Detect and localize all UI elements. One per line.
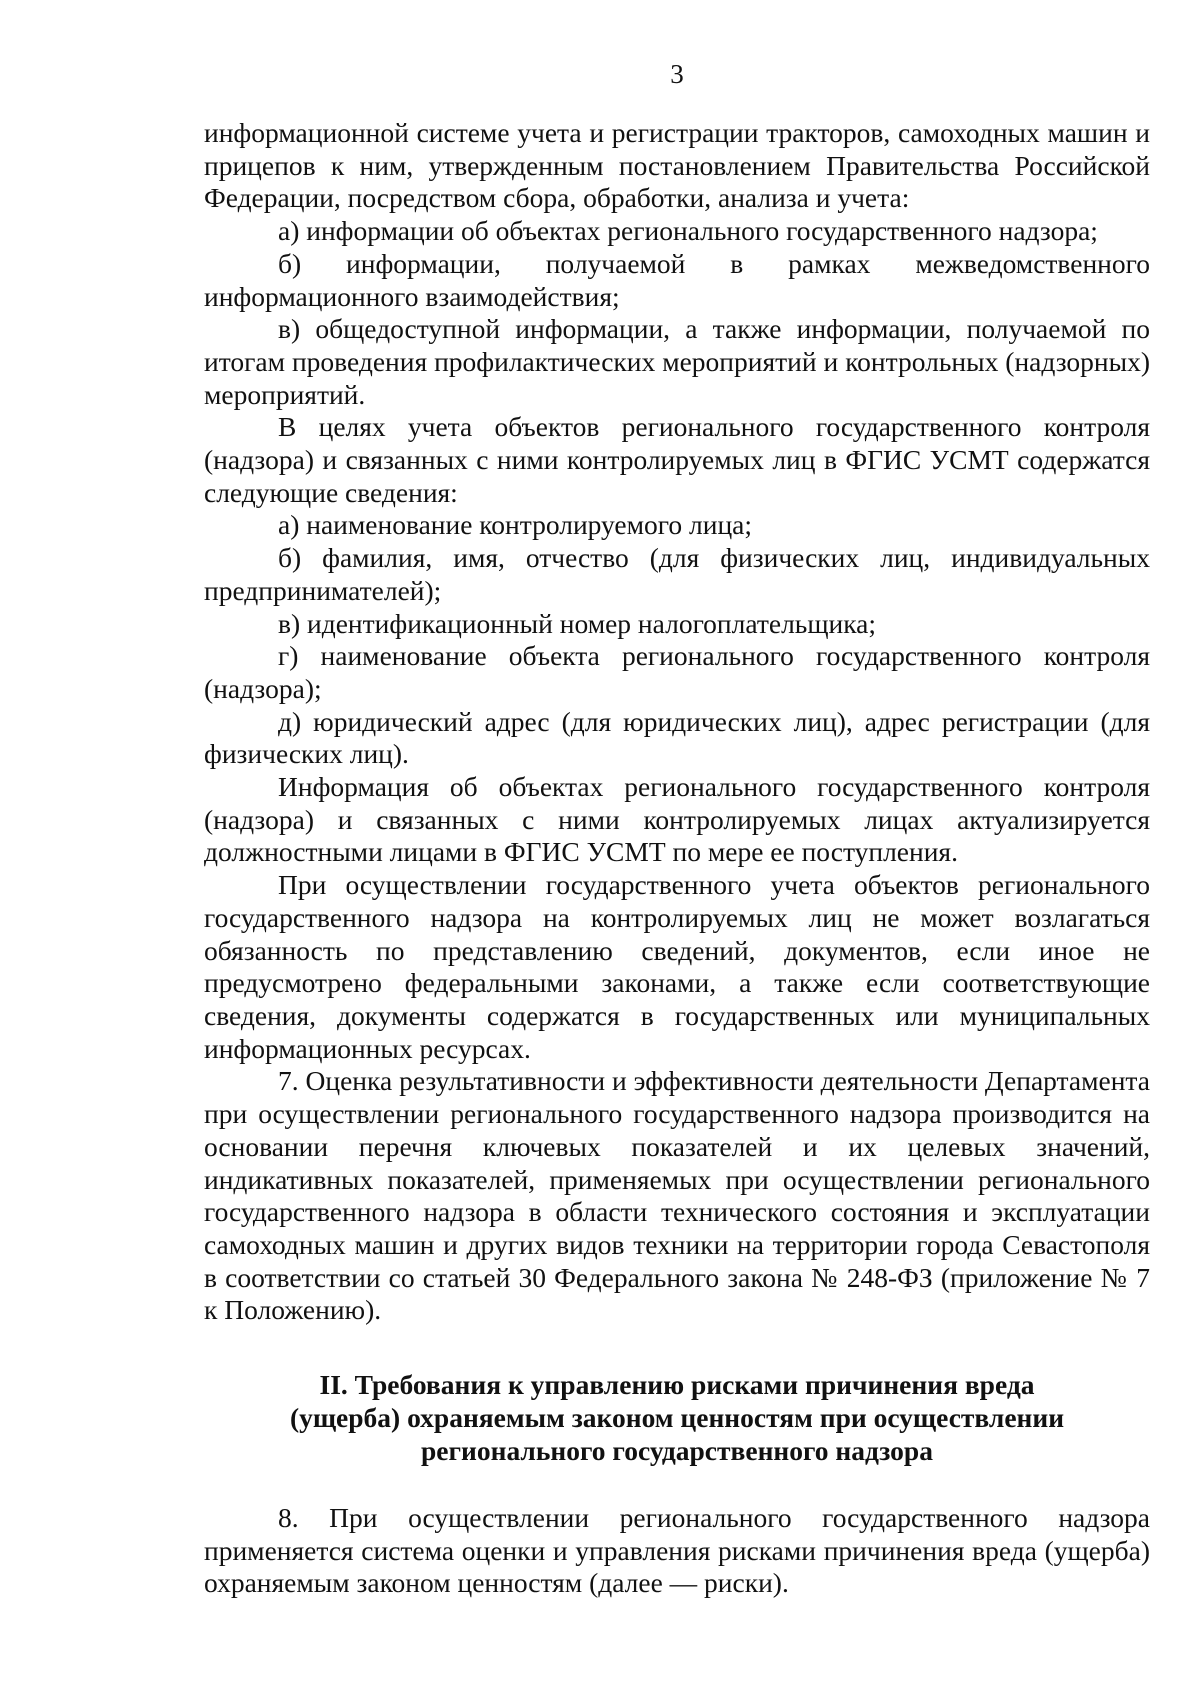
paragraph-accounting-intro: В целях учета объектов регионального государственного контроля (надзора) и связанных с ними контролируемых лиц в ФГИС УСМТ содержатся следующие сведения: bbox=[204, 411, 1150, 508]
list-item-d-address: д) юридический адрес (для юридических лиц), адрес регистрации (для физических лиц). bbox=[204, 705, 1150, 770]
paragraph-item-7: 7. Оценка результативности и эффективности деятельности Департамента при осуществлении регионального государственного надзора производится на основании перечня ключевых показателей и их целевых значений, индикативных показателей, применяемых при осуществлении регионального государственного надзора в области технического состояния и эксплуатации самоходных машин и других видов техники на территории города Севастополя в соответствии со статьей 30 Федерального закона № 248-ФЗ (приложение № 7 к Положению). bbox=[204, 1065, 1150, 1326]
body-text bbox=[204, 117, 1150, 1327]
list-item-a-name: а) наименование контролируемого лица; bbox=[278, 509, 753, 541]
paragraph-item-8: 8. При осуществлении регионального государственного надзора применяется система оценки и управления рисками причинения вреда (ущерба) охраняемым законом ценностям (далее — риски). bbox=[204, 1502, 1150, 1599]
section-heading-line-3: регионального государственного надзора bbox=[421, 1435, 933, 1466]
section-heading-line-2: (ущерба) охраняемым законом ценностям при осуществлении bbox=[289, 1402, 1065, 1433]
list-item-a-objects: а) информации об объектах регионального государственного надзора; bbox=[278, 215, 1098, 247]
page-number: 3 bbox=[670, 59, 684, 89]
paragraph-continuation: информационной системе учета и регистрации тракторов, самоходных машин и прицепов к ним, утвержденным постановлением Правительства Российской Федерации, посредством сбора, обработки, анализа и учета: bbox=[204, 117, 1150, 214]
list-item-b-interagency: б) информации, получаемой в рамках межведомственного информационного взаимодействия; bbox=[204, 247, 1150, 312]
list-item-b-fullname: б) фамилия, имя, отчество (для физических лиц, индивидуальных предпринимателей); bbox=[204, 542, 1150, 606]
list-item-g-object-name: г) наименование объекта регионального государственного контроля (надзора); bbox=[204, 640, 1150, 704]
list-item-v-public-info: в) общедоступной информации, а также информации, получаемой по итогам проведения профилактических мероприятий и контрольных (надзорных) мероприятий. bbox=[204, 313, 1150, 410]
paragraph-actualization: Информация об объектах регионального государственного контроля (надзора) и связанных с ними контролируемых лицах актуализируется должностными лицами в ФГИС УСМТ по мере ее поступления. bbox=[204, 771, 1150, 868]
paragraph-state-accounting: При осуществлении государственного учета объектов регионального государственного надзора на контролируемых лиц не может возлагаться обязанность по представлению сведений, документов, если иное не предусмотрено федеральными законами, а также если соответствующие сведения, документы содержатся в государственных или муниципальных информационных ресурсах. bbox=[204, 869, 1150, 1064]
list-item-v-inn: в) идентификационный номер налогоплательщика; bbox=[278, 607, 877, 639]
section-heading bbox=[204, 1368, 1150, 1467]
section-heading-line-1: II. Требования к управлению рисками причинения вреда bbox=[319, 1369, 1035, 1400]
tail-text bbox=[204, 1502, 1150, 1600]
